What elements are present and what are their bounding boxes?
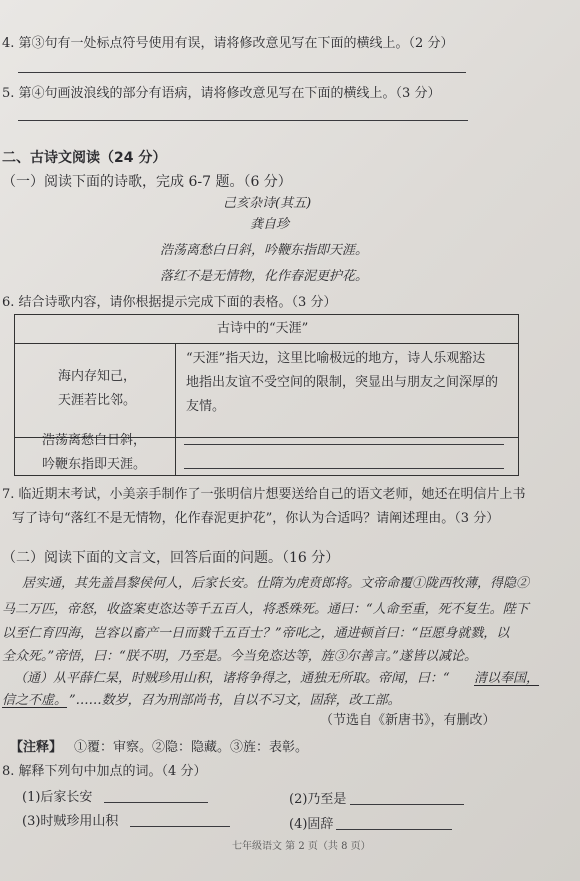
- table-divider: [175, 343, 176, 475]
- question-6: 6. 结合诗歌内容，请你根据提示完成下面的表格。（3 分）: [2, 295, 337, 310]
- part1-heading: （一）阅读下面的诗歌，完成 6-7 题。（6 分）: [2, 174, 292, 190]
- part2-heading: （二）阅读下面的文言文，回答后面的问题。（16 分）: [2, 550, 340, 566]
- table-cell-right-1b: 地指出友谊不受空间的限制，突显出与朋友之间深厚的: [186, 375, 499, 390]
- answer-line-q4[interactable]: [18, 72, 466, 73]
- passage-line-2: 马二万匹，帝怒，收盗案吏恣达等千五百人，将悉殊死。通曰：“人命至重，死不复生。陛下: [2, 602, 529, 617]
- table-cell-left-1a: 海内存知己，: [58, 369, 137, 384]
- poem-author: 龚自珍: [250, 217, 290, 232]
- passage-line-1: 居实通，其先盖昌黎侯何人，后家长安。仕隋为虎贲郎将。文帝命覆①陇西牧薄，得隐②: [22, 576, 530, 591]
- q8-item-1: (1)后家长安: [22, 790, 93, 805]
- table-cell-left-1b: 天涯若比邻。: [58, 393, 137, 408]
- q8-item-4: (4)固辞: [289, 817, 334, 832]
- question-7-line-1: 7. 临近期末考试，小美亲手制作了一张明信片想要送给自己的语文老师，她还在明信片上书: [2, 487, 526, 502]
- question-8: 8. 解释下列句中加点的词。（4 分）: [2, 764, 207, 779]
- q8-item-2: (2)乃至是: [289, 792, 347, 807]
- table-cell-right-1a: “天涯”指天边，这里比喻极远的地方，诗人乐观豁达: [186, 351, 486, 366]
- poem-line-2: 落红不是无情物，化作春泥更护花。: [160, 269, 369, 284]
- passage-line-4: 全众死。”帝悟，曰：“朕不明，乃至是。今当免恣达等，旌③尔善言。”遂皆以减论。: [2, 649, 477, 664]
- answer-line-q8-2[interactable]: [350, 804, 464, 805]
- answer-line-q6-b[interactable]: [184, 468, 504, 469]
- table-cell-left-2a: 浩荡离愁白日斜，: [42, 433, 147, 448]
- passage-line-5a: （通）从平薛仁杲，时贼珍用山积，诸将争得之，通独无所取。帝闻，曰：“: [14, 671, 450, 686]
- q8-item-3: (3)时贼珍用山积: [22, 814, 119, 829]
- passage-line-3: 以至仁育四海，岂容以畜产一日而戮千五百士？”帝叱之，通进顿首曰：“臣愿身就戮，以: [2, 626, 510, 641]
- answer-line-q5[interactable]: [18, 120, 468, 121]
- page-footer: 七年级语文 第 2 页（共 8 页）: [232, 841, 371, 852]
- notes-label: 【注释】: [10, 740, 63, 755]
- question-7-line-2: 写了诗句“落红不是无情物，化作春泥更护花”，你认为合适吗？请阐述理由。（3 分）: [12, 511, 500, 526]
- table-header: 古诗中的“天涯”: [217, 321, 309, 336]
- answer-line-q8-3[interactable]: [130, 826, 230, 827]
- question-5: 5. 第④句画波浪线的部分有语病，请将修改意见写在下面的横线上。（3 分）: [2, 86, 441, 101]
- poem-title: 己亥杂诗(其五): [223, 196, 312, 211]
- table-cell-left-2b: 吟鞭东指即天涯。: [42, 457, 147, 472]
- passage-line-6a: 信之不虚。: [2, 693, 68, 708]
- answer-line-q6-a[interactable]: [184, 444, 504, 445]
- notes-text: ①覆：审察。②隐：隐藏。③旌：表彰。: [74, 740, 309, 755]
- passage-line-5b: 清以奉国，: [474, 671, 540, 686]
- question-4: 4. 第③句有一处标点符号使用有误，请将修改意见写在下面的横线上。（2 分）: [2, 36, 454, 51]
- section-title: 二、古诗文阅读（24 分）: [2, 150, 167, 166]
- poem-line-1: 浩荡离愁白日斜，吟鞭东指即天涯。: [160, 243, 369, 258]
- passage-source: （节选自《新唐书》，有删改）: [320, 713, 496, 728]
- answer-line-q8-4[interactable]: [336, 829, 452, 830]
- passage-line-6b: ”……数岁，召为刑部尚书，自以不习文，固辞，改工部。: [69, 693, 401, 708]
- table-cell-right-1c: 友情。: [186, 399, 226, 414]
- answer-line-q8-1[interactable]: [104, 802, 208, 803]
